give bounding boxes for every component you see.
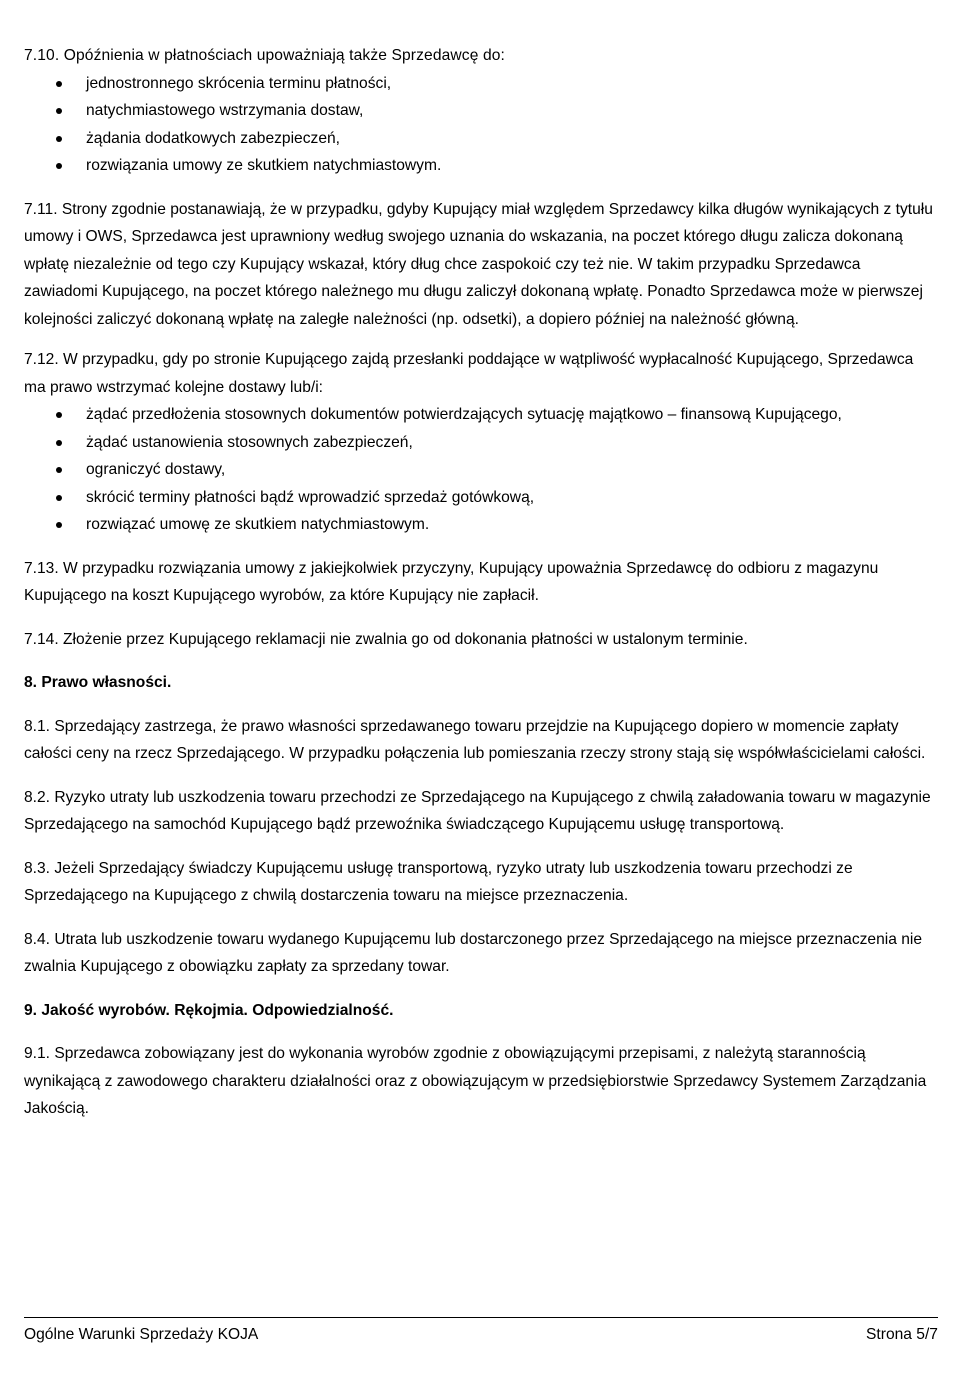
list-item-text: żądać przedłożenia stosownych dokumentów potwierdzających sytuację majątkowo – finansową Kupującego, xyxy=(86,406,842,423)
bullet-icon xyxy=(56,440,62,446)
paragraph-8-3: 8.3. Jeżeli Sprzedający świadczy Kupującemu usługę transportową, ryzyko utraty lub uszkodzenia towaru przechodzi ze Sprzedającego na Kupującego z chwilą dostarczenia towaru na miejsce przeznaczenia. xyxy=(24,859,853,904)
paragraph-8-1: 8.1. Sprzedający zastrzega, że prawo własności sprzedawanego towaru przejdzie na Kupującego dopiero w momencie zapłaty całości ceny na rzecz Sprzedającego. W przypadku połączenia lub pomieszania rzeczy strony stają się współwłaścicielami całości. xyxy=(24,717,926,762)
list-item-text: żądania dodatkowych zabezpieczeń, xyxy=(86,129,340,147)
list-item-text: ograniczyć dostawy, xyxy=(86,461,226,478)
bullet-icon xyxy=(56,163,62,169)
list-item xyxy=(24,429,938,457)
list-item xyxy=(24,152,938,180)
footer-page-number: Strona 5/7 xyxy=(866,1326,938,1343)
list-7-12 xyxy=(24,401,938,539)
bullet-icon xyxy=(56,136,62,142)
list-7-10 xyxy=(24,70,938,180)
list-item xyxy=(24,70,938,98)
list-item xyxy=(24,456,938,484)
bullet-icon xyxy=(56,495,62,501)
section-heading-8: 8. Prawo własności. xyxy=(24,674,172,691)
footer-title: Ogólne Warunki Sprzedaży KOJA xyxy=(24,1326,259,1343)
list-item-text: jednostronnego skrócenia terminu płatności, xyxy=(86,74,392,92)
list-item xyxy=(24,511,938,539)
paragraph-7-11: 7.11. Strony zgodnie postanawiają, że w przypadku, gdyby Kupujący miał względem Sprzedawcy kilka długów wynikających z tytułu umowy i OWS, Sprzedawca jest uprawniony według swojego uznania do wskazania, na poczet którego długu zalicza dokonaną wpłatę niezależnie od tego czy Kupujący wskazał, który dług chce zaspokoić czy też nie. W takim przypadku Sprzedawca zawiadomi Kupującego, na poczet którego należnego mu długu zaliczył dokonaną wpłatę. Ponadto Sprzedawca może w pierwszej kolejności zaliczyć dokonaną wpłatę na zaległe należności (np. odsetki), a dopiero później na należność główną. xyxy=(24,200,933,328)
list-item-text: natychmiastowego wstrzymania dostaw, xyxy=(86,102,364,119)
bullet-icon xyxy=(56,412,62,418)
bullet-icon xyxy=(56,81,62,87)
list-item xyxy=(24,401,938,429)
page-footer xyxy=(24,1317,938,1347)
list-item xyxy=(24,484,938,512)
paragraph-8-4: 8.4. Utrata lub uszkodzenie towaru wydanego Kupującemu lub dostarczonego przez Sprzedającego na miejsce przeznaczenia nie zwalnia Kupującego z obowiązku zapłaty za sprzedany towar. xyxy=(24,930,923,975)
list-item-text: skrócić terminy płatności bądź wprowadzić sprzedaż gotówkową, xyxy=(86,488,535,506)
list-item-text: żądać ustanowienia stosownych zabezpieczeń, xyxy=(86,433,413,451)
bullet-icon xyxy=(56,108,62,114)
paragraph-8-2: 8.2. Ryzyko utraty lub uszkodzenia towaru przechodzi ze Sprzedającego na Kupującego z chwilą załadowania towaru w magazynie Sprzedającego na samochód Kupującego bądź przewoźnika świadczącego Kupującemu usługę transportową. xyxy=(24,788,931,833)
bullet-icon xyxy=(56,467,62,473)
list-item xyxy=(24,125,938,153)
section-heading-9: 9. Jakość wyrobów. Rękojmia. Odpowiedzialność. xyxy=(24,1001,394,1019)
paragraph-9-1: 9.1. Sprzedawca zobowiązany jest do wykonania wyrobów zgodnie z obowiązującymi przepisami, z należytą starannością wynikającą z zawodowego charakteru działalności oraz z obowiązującym w przedsiębiorstwie Sprzedawcy Systemem Zarządzania Jakością. xyxy=(24,1045,927,1117)
document-page xyxy=(24,42,938,1123)
list-item-text: rozwiązać umowę ze skutkiem natychmiastowym. xyxy=(86,516,430,533)
bullet-icon xyxy=(56,522,62,528)
list-item xyxy=(24,97,938,125)
paragraph-7-10-intro: 7.10. Opóźnienia w płatnościach upoważniają także Sprzedawcę do: xyxy=(24,47,505,64)
list-item-text: rozwiązania umowy ze skutkiem natychmiastowym. xyxy=(86,157,442,174)
paragraph-7-13: 7.13. W przypadku rozwiązania umowy z jakiejkolwiek przyczyny, Kupujący upoważnia Sprzedawcę do odbioru z magazynu Kupującego na koszt Kupującego wyrobów, za które Kupujący nie zapłacił. xyxy=(24,559,879,604)
paragraph-7-14: 7.14. Złożenie przez Kupującego reklamacji nie zwalnia go od dokonania płatności w ustalonym terminie. xyxy=(24,630,748,648)
paragraph-7-12-intro: 7.12. W przypadku, gdy po stronie Kupującego zajdą przesłanki poddające w wątpliwość wypłacalność Kupującego, Sprzedawca ma prawo wstrzymać kolejne dostawy lub/i: xyxy=(24,351,914,396)
